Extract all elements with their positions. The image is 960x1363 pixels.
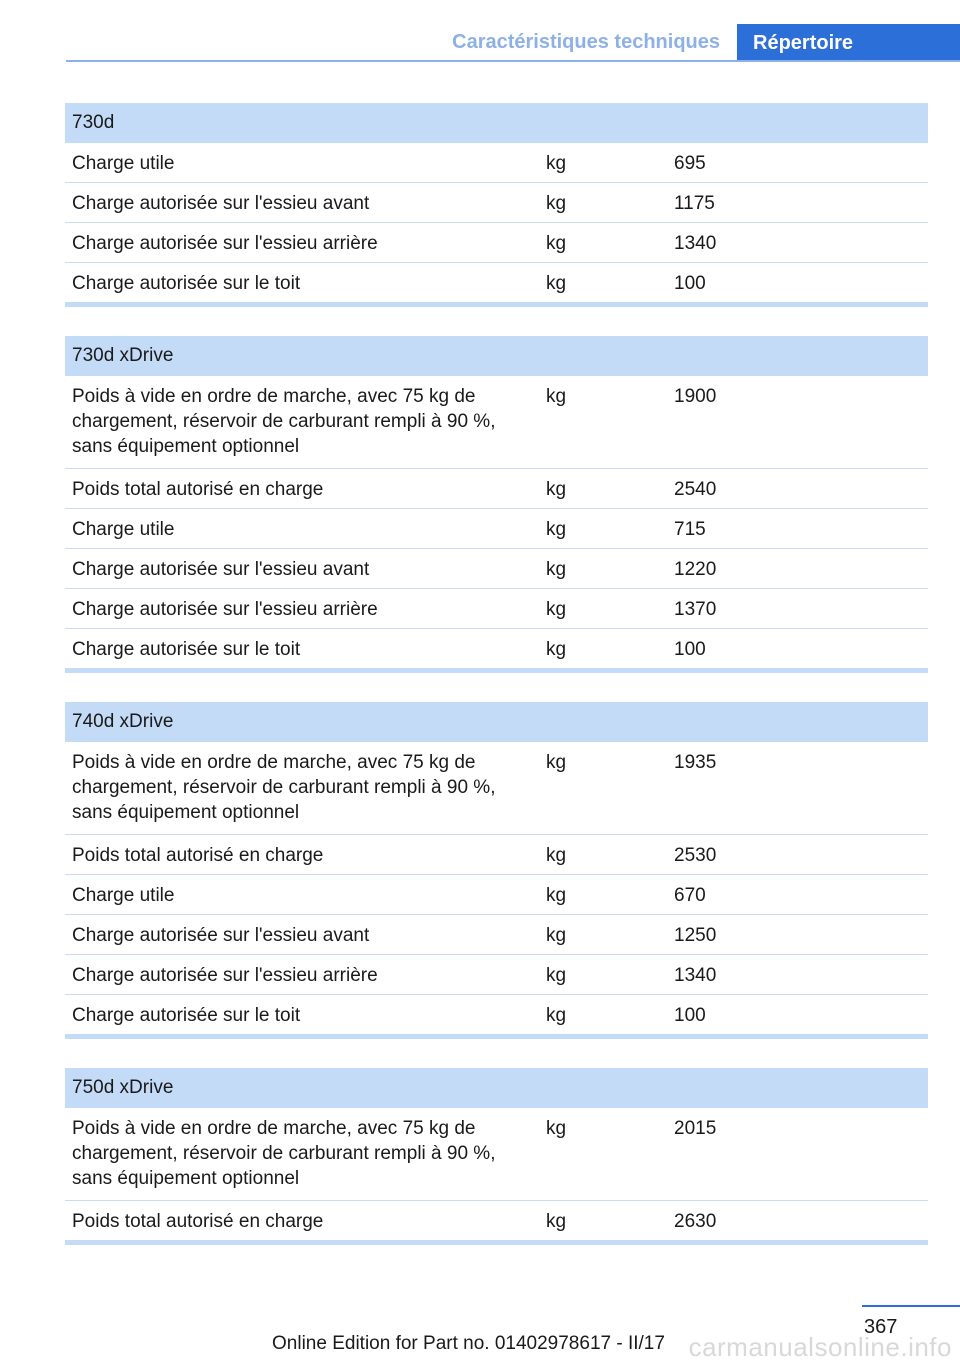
spec-value: 100	[674, 639, 706, 660]
spec-value: 1175	[674, 193, 715, 214]
spec-row	[65, 263, 928, 302]
spec-table	[65, 1068, 928, 1245]
spec-table-title: 740d xDrive	[65, 702, 928, 742]
spec-unit: kg	[546, 965, 567, 986]
spec-row	[65, 1201, 928, 1240]
spec-row	[65, 589, 928, 629]
spec-value: 1340	[674, 233, 717, 254]
spec-value: 2530	[674, 845, 717, 866]
spec-value: 2015	[674, 1118, 717, 1139]
spec-table-end-rule	[65, 1034, 928, 1039]
spec-content	[65, 103, 928, 1274]
spec-label: Charge utile	[72, 153, 175, 174]
spec-unit: kg	[546, 639, 567, 660]
spec-row	[65, 549, 928, 589]
spec-table-title: 750d xDrive	[65, 1068, 928, 1108]
spec-label: Poids total autorisé en charge	[72, 1211, 324, 1232]
spec-row	[65, 143, 928, 183]
spec-row	[65, 509, 928, 549]
watermark: carmanualsonline.info	[688, 1332, 952, 1362]
spec-value: 1220	[674, 559, 717, 580]
spec-label: Charge autorisée sur le toit	[72, 1005, 301, 1026]
spec-row	[65, 995, 928, 1034]
spec-unit: kg	[546, 1211, 567, 1232]
spec-unit: kg	[546, 273, 567, 294]
page-header	[0, 0, 960, 62]
spec-unit: kg	[546, 479, 567, 500]
spec-row	[65, 915, 928, 955]
spec-label: Poids à vide en ordre de marche, avec 75 kg de chargement, réservoir de carburant rempli à 90 %, sans équipement optionnel	[72, 1118, 496, 1189]
spec-label: Charge autorisée sur le toit	[72, 273, 301, 294]
spec-unit: kg	[546, 193, 567, 214]
spec-value: 1370	[674, 599, 717, 620]
spec-label: Charge autorisée sur l'essieu arrière	[72, 233, 378, 254]
spec-label: Poids total autorisé en charge	[72, 479, 324, 500]
spec-table-end-rule	[65, 302, 928, 307]
spec-value: 2630	[674, 1211, 717, 1232]
spec-label: Charge utile	[72, 519, 175, 540]
spec-label: Charge autorisée sur le toit	[72, 639, 301, 660]
spec-label: Charge autorisée sur l'essieu avant	[72, 559, 370, 580]
spec-value: 670	[674, 885, 706, 906]
spec-value: 1935	[674, 752, 717, 773]
spec-row	[65, 376, 928, 469]
spec-unit: kg	[546, 599, 567, 620]
spec-label: Poids à vide en ordre de marche, avec 75 kg de chargement, réservoir de carburant rempli à 90 %, sans équipement optionnel	[72, 752, 496, 823]
spec-unit: kg	[546, 559, 567, 580]
header-section-title[interactable]: Caractéristiques techniques	[452, 31, 720, 53]
spec-table	[65, 103, 928, 307]
spec-unit: kg	[546, 752, 567, 773]
spec-value: 695	[674, 153, 706, 174]
page-number: 367	[864, 1316, 898, 1338]
spec-label: Poids total autorisé en charge	[72, 845, 324, 866]
spec-row	[65, 1108, 928, 1201]
spec-value: 715	[674, 519, 706, 540]
spec-value: 100	[674, 273, 706, 294]
spec-table-end-rule	[65, 1240, 928, 1245]
spec-value: 1250	[674, 925, 717, 946]
spec-row	[65, 469, 928, 509]
spec-unit: kg	[546, 1005, 567, 1026]
spec-unit: kg	[546, 386, 567, 407]
header-tab-repertoire[interactable]: Répertoire	[737, 24, 960, 62]
spec-unit: kg	[546, 153, 567, 174]
spec-row	[65, 183, 928, 223]
spec-table-title: 730d xDrive	[65, 336, 928, 376]
spec-unit: kg	[546, 885, 567, 906]
spec-row	[65, 742, 928, 835]
spec-row	[65, 875, 928, 915]
spec-row	[65, 223, 928, 263]
spec-label: Charge autorisée sur l'essieu avant	[72, 193, 370, 214]
edition-note: Online Edition for Part no. 01402978617 - II/17	[272, 1333, 665, 1354]
spec-table-title: 730d	[65, 103, 928, 143]
spec-label: Poids à vide en ordre de marche, avec 75 kg de chargement, réservoir de carburant rempli à 90 %, sans équipement optionnel	[72, 386, 496, 457]
spec-unit: kg	[546, 519, 567, 540]
spec-label: Charge utile	[72, 885, 175, 906]
spec-label: Charge autorisée sur l'essieu arrière	[72, 965, 378, 986]
spec-unit: kg	[546, 845, 567, 866]
spec-unit: kg	[546, 1118, 567, 1139]
header-divider	[66, 60, 960, 62]
spec-table	[65, 336, 928, 673]
spec-label: Charge autorisée sur l'essieu arrière	[72, 599, 378, 620]
spec-value: 1900	[674, 386, 717, 407]
spec-table	[65, 702, 928, 1039]
spec-row	[65, 629, 928, 668]
spec-value: 2540	[674, 479, 717, 500]
spec-table-end-rule	[65, 668, 928, 673]
footer-divider	[862, 1305, 960, 1307]
spec-unit: kg	[546, 233, 567, 254]
spec-row	[65, 835, 928, 875]
spec-value: 1340	[674, 965, 717, 986]
spec-row	[65, 955, 928, 995]
spec-value: 100	[674, 1005, 706, 1026]
spec-label: Charge autorisée sur l'essieu avant	[72, 925, 370, 946]
spec-unit: kg	[546, 925, 567, 946]
